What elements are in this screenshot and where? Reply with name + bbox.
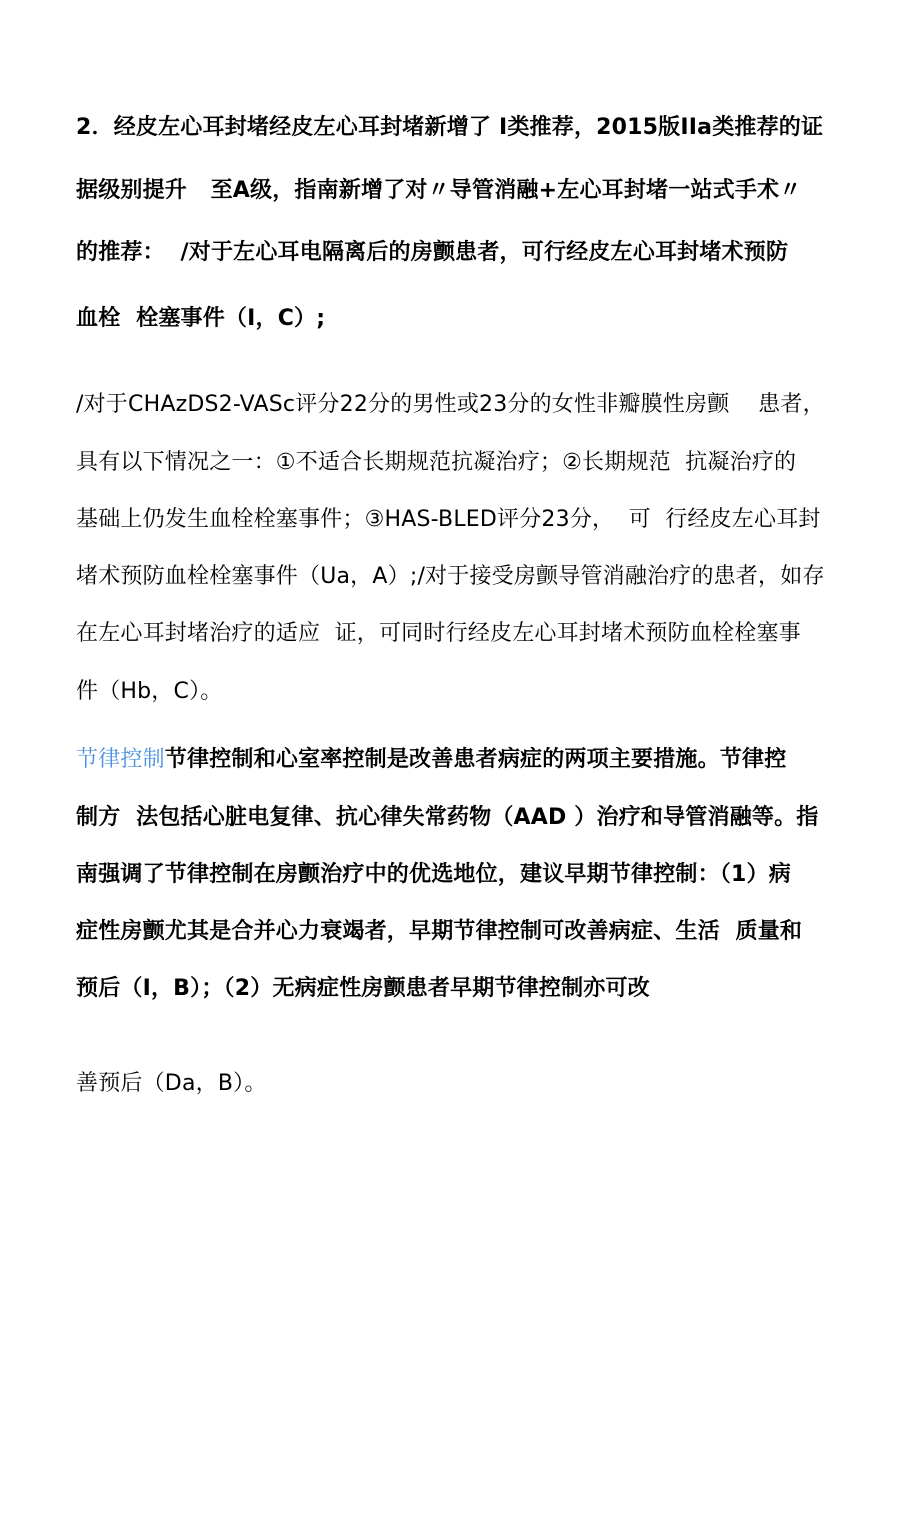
text-line: 血栓 栓塞事件（I，C）; <box>76 306 326 331</box>
text-line: 基础上仍发生血栓栓塞事件；③HAS-BLED评分23分， 可 行经皮左心耳封 <box>76 507 821 532</box>
text-line: 南强调了节律控制在房颤治疗中的优选地位，建议早期节律控制：（1）病 <box>76 862 791 887</box>
text-line: 堵术预防血栓栓塞事件（Ua，A）;/对于接受房颤导管消融治疗的患者，如存 <box>76 564 825 589</box>
text-line: /对于CHAzDS2-VASc评分22分的男性或23分的女性非瓣膜性房颤 患者， <box>76 392 825 417</box>
rhythm-control-link[interactable]: 节律控制 <box>76 747 165 772</box>
text-line: 制方 法包括心脏电复律、抗心律失常药物（AAD ）治疗和导管消融等。指 <box>76 805 819 830</box>
text-line: 症性房颤尤其是合并心力衰竭者，早期节律控制可改善病症、生活 质量和 <box>76 919 803 944</box>
text-line: 件（Hb，C）。 <box>76 679 223 704</box>
text-line: 具有以下情况之一：①不适合长期规范抗凝治疗；②长期规范 抗凝治疗的 <box>76 450 797 475</box>
text-line: 在左心耳封堵治疗的适应 证，可同时行经皮左心耳封堵术预防血栓栓塞事 <box>76 621 801 646</box>
text-line: 2．经皮左心耳封堵经皮左心耳封堵新增了 I类推荐，2015版IIa类推荐的证 <box>76 115 824 140</box>
text-line: 预后（I，B）；（2）无病症性房颤患者早期节律控制亦可改 <box>76 976 650 1001</box>
text-line: 的推荐： /对于左心耳电隔离后的房颤患者，可行经皮左心耳封堵术预防 <box>76 240 789 265</box>
text-line: 善预后（Da，B）。 <box>76 1071 267 1096</box>
text-line: 据级别提升 至A级，指南新增了对〃导管消融+左心耳封堵一站式手术〃 <box>76 178 802 203</box>
text-line <box>76 745 786 775</box>
text-line-rest: 节律控制和心室率控制是改善患者病症的两项主要措施。节律控 <box>164 747 787 772</box>
